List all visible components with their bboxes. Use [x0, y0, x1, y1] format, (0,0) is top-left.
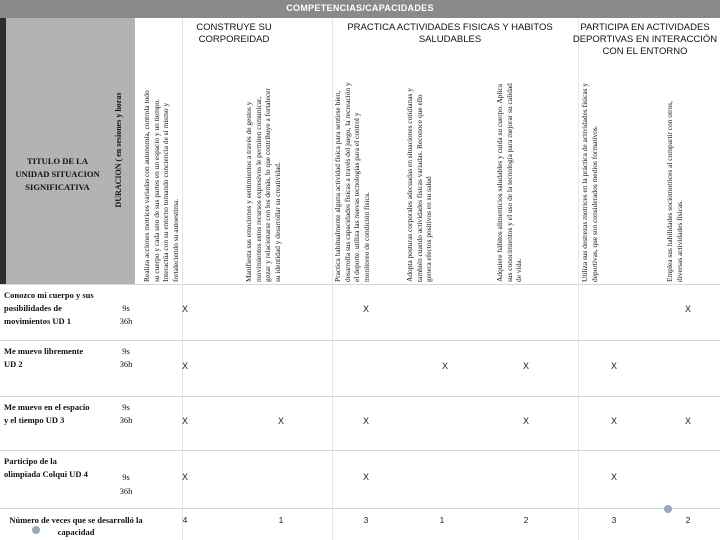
unit-2-sessions: 9s [122, 346, 130, 356]
unit-4-mark-3: X [362, 472, 369, 482]
count-4: 1 [439, 515, 445, 525]
unit-title-header: TITULO DE LA UNIDAD SITUACION SIGNIFICATIVA [15, 156, 100, 192]
unit-3-sessions: 9s [122, 402, 130, 412]
group-header-actividades-fisicas: PRACTICA ACTIVIDADES FISICAS Y HABITOS SALUDABLES [347, 22, 553, 45]
unit-1-mark-1: X [181, 304, 188, 314]
unit-3-mark-1: X [181, 416, 188, 426]
unit-4-mark-1: X [181, 472, 188, 482]
capacity-4: Adopta posturas corporales adecuadas en situaciones cotidianas y también cuando actividades físicas variadas. Reconoce que ello genera efectos positivos en su salud [405, 88, 434, 282]
unit-4-hours: 36h [119, 486, 133, 496]
unit-4-mark-6: X [610, 472, 617, 482]
unit-2-title: Me muevo libremente UD 2 [4, 346, 84, 369]
page-title: COMPETENCIAS/CAPACIDADES [286, 3, 434, 13]
unit-2-mark-6: X [610, 361, 617, 371]
count-3: 3 [363, 515, 369, 525]
count-6: 3 [611, 515, 617, 525]
unit-1-mark-7: X [684, 304, 691, 314]
unit-2-mark-5: X [522, 361, 529, 371]
decorative-dot [664, 505, 672, 513]
column-divider [182, 18, 183, 540]
column-divider [578, 18, 579, 540]
decorative-dot [32, 526, 40, 534]
unit-1-hours: 36h [119, 316, 133, 326]
row-divider [0, 340, 720, 341]
unit-2-mark-1: X [181, 361, 188, 371]
row-divider [0, 450, 720, 451]
left-edge-strip [0, 18, 6, 284]
unit-1-title: Conozco mi cuerpo y sus posibilidades de movimientos UD 1 [4, 290, 94, 326]
capacity-7: Emplea sus habilidades sociomotrices al compartir con otros, diversas actividades físicas. [665, 100, 684, 282]
capacity-3: Practica habitualmente alguna actividad física para sentirse bien, desarrolla sus capacidades físicas a través del juego, la recreación y el deporte. utiliza las nuevas tecnologías para el control y monitoreo de condición física. [333, 82, 371, 282]
capacity-6: Utiliza sus destrezas motrices en la práctica de actividades físicas y deportivas, que son considerados medios formativos. [580, 82, 599, 282]
unit-4-sessions: 9s [122, 472, 130, 482]
unit-3-mark-7: X [684, 416, 691, 426]
unit-3-mark-2: X [277, 416, 284, 426]
group-header-corporeidad: CONSTRUYE SU CORPOREIDAD [196, 22, 272, 45]
unit-3-title: Me muevo en el espacio y el tiempo UD 3 [4, 402, 90, 425]
count-1: 4 [182, 515, 188, 525]
unit-3-mark-5: X [522, 416, 529, 426]
unit-2-hours: 36h [119, 359, 133, 369]
row-divider [0, 396, 720, 397]
count-7: 2 [685, 515, 691, 525]
duration-header: DURACION ( en sesiones y horas [114, 92, 123, 208]
unit-2-mark-4: X [441, 361, 448, 371]
unit-3-mark-3: X [362, 416, 369, 426]
capacity-2: Manifiesta sus emociones y sentimientos a través de gestos y movimientos estos recursos expresivos le permiten comunicar, gozar y relacionarse con los demás, lo que contribuye a fortalecer su identidad y desarrollar su creatividad. [244, 88, 282, 282]
unit-1-sessions: 9s [122, 303, 130, 313]
unit-1-mark-3: X [362, 304, 369, 314]
unit-3-hours: 36h [119, 415, 133, 425]
capacity-1: Realiza acciones motrices variadas con autonomía, controla todo su cuerpo y cada uno de sus partes en un espacio y un tiempo. Interactúa con su entorno tomando conciencia de sí mismo y fortaleciendo su autoestima. [142, 90, 180, 282]
capacity-5: Adquiere hábitos alimenticios saludables y cuida su cuerpo. Aplica sus conocimientos y el uso de la tecnología para mejorar su calidad de vida. [495, 83, 524, 282]
count-row-label: Número de veces que se desarrolló la capacidad [9, 515, 143, 537]
row-divider [0, 284, 720, 285]
row-divider [0, 508, 720, 509]
unit-4-title: Participo de la olimpiada Colqui UD 4 [4, 456, 88, 479]
unit-3-mark-6: X [610, 416, 617, 426]
count-5: 2 [523, 515, 529, 525]
group-header-actividades-deportivas: PARTICIPA EN ACTIVIDADES DEPORTIVAS EN INTERACCIÓN CON EL ENTORNO [572, 22, 718, 57]
count-2: 1 [278, 515, 284, 525]
